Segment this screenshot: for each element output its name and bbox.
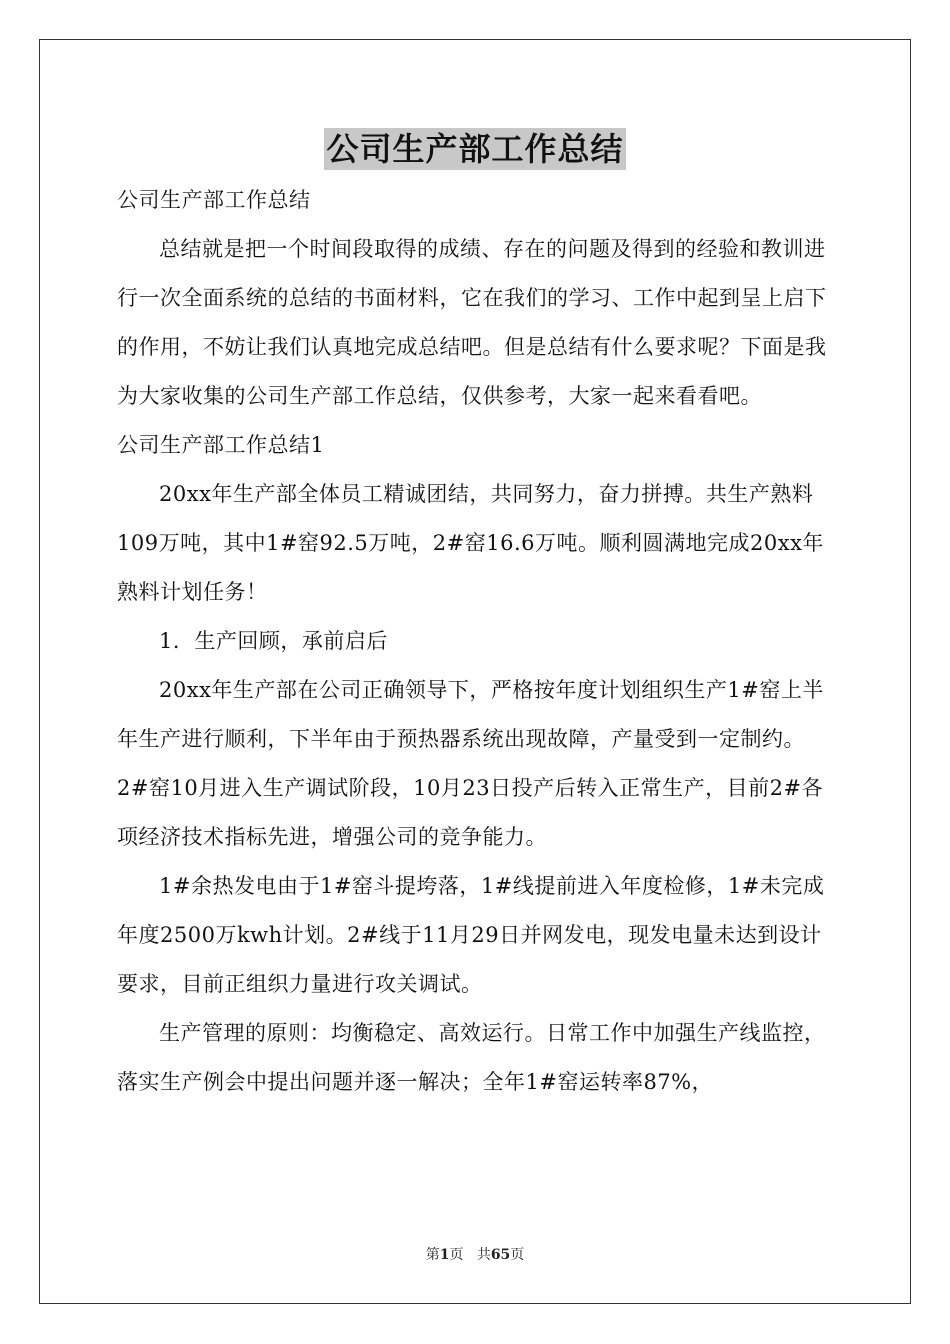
- page-number-prefix: 第: [425, 1247, 440, 1263]
- document-subtitle: 公司生产部工作总结: [117, 188, 311, 212]
- document-title: 公司生产部工作总结: [326, 130, 624, 168]
- total-pages-suffix: 页: [510, 1247, 525, 1263]
- page-number-current: 1: [439, 1247, 450, 1263]
- document-body: [117, 176, 835, 1107]
- paragraph-production-management: 生产管理的原则：均衡稳定、高效运行。日常工作中加强生产线监控，落实生产例会中提出问题并逐一解决；全年1#窑运转率87%，: [117, 1021, 826, 1094]
- title-container: [0, 128, 950, 170]
- intro-paragraph: 总结就是把一个时间段取得的成绩、存在的问题及得到的经验和教训进行一次全面系统的总结的书面材料，它在我们的学习、工作中起到呈上启下的作用，不妨让我们认真地完成总结吧。但是总结有什么要求呢？下面是我为大家收集的公司生产部工作总结，仅供参考，大家一起来看看吧。: [117, 237, 827, 408]
- page-footer: [0, 1244, 950, 1264]
- paragraph-production-review: 20xx年生产部在公司正确领导下，严格按年度计划组织生产1#窑上半年生产进行顺利，下半年由于预热器系统出现故障，产量受到一定制约。2#窑10月进入生产调试阶段，10月23日投产后转入正常生产，目前2#各项经济技术指标先进，增强公司的竞争能力。: [117, 678, 824, 849]
- subheading-production-review: 1．生产回顾，承前启后: [159, 629, 388, 653]
- total-pages-count: 65: [490, 1247, 511, 1263]
- section-heading: 公司生产部工作总结1: [117, 433, 325, 457]
- paragraph-output-summary: 20xx年生产部全体员工精诚团结，共同努力，奋力拼搏。共生产熟料109万吨，其中1#窑92.5万吨，2#窑16.6万吨。顺利圆满地完成20xx年熟料计划任务！: [117, 482, 824, 604]
- page-number-suffix: 页: [449, 1247, 464, 1263]
- total-pages-prefix: 共: [476, 1247, 491, 1263]
- paragraph-waste-heat-power: 1#余热发电由于1#窑斗提垮落，1#线提前进入年度检修，1#未完成年度2500万kwh计划。2#线于11月29日并网发电，现发电量未达到设计要求，目前正组织力量进行攻关调试。: [117, 874, 825, 996]
